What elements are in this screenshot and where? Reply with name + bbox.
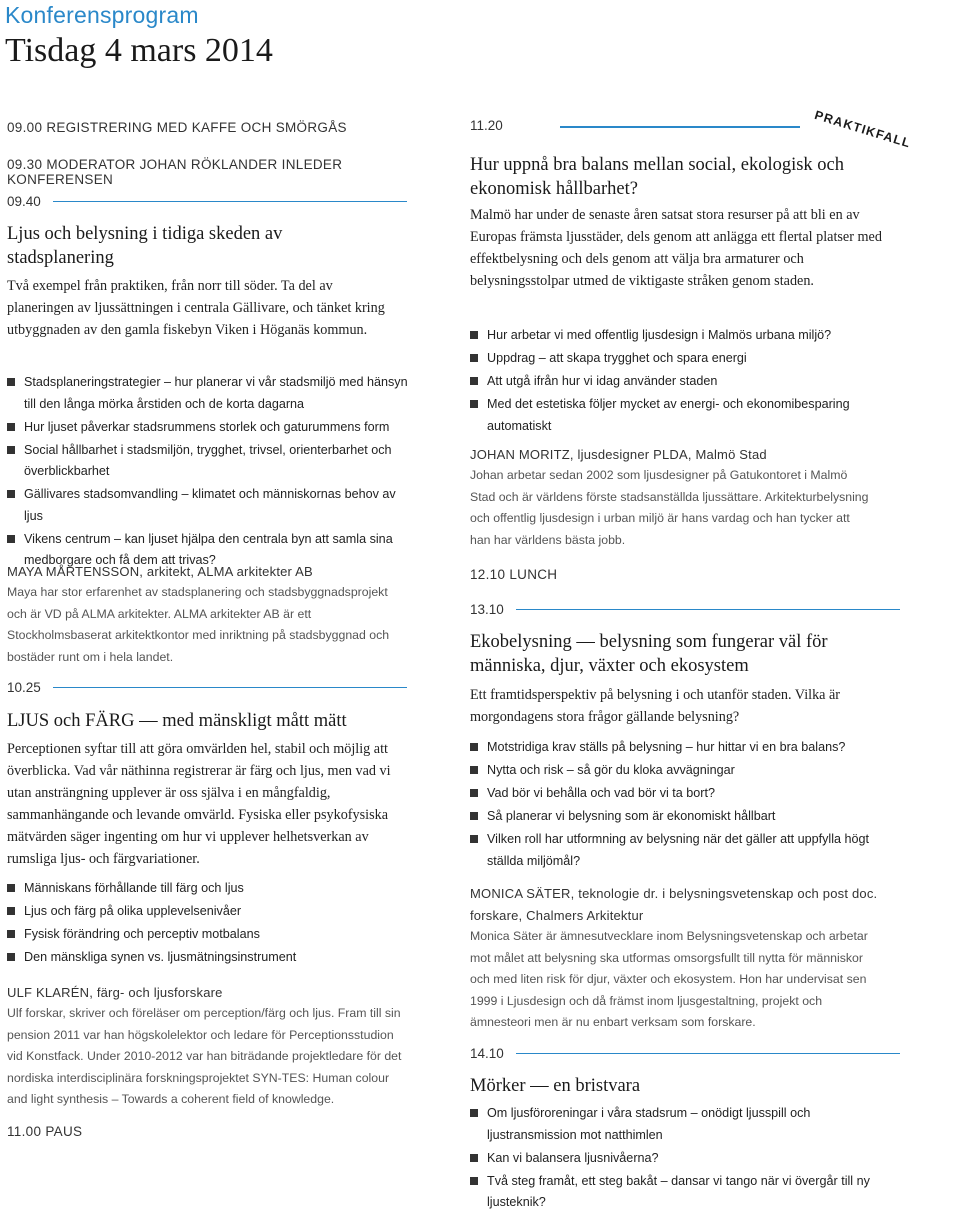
- bullet-item: Motstridiga krav ställs på belysning – hur hittar vi en bra balans?: [470, 737, 880, 759]
- bullet-square-icon: [470, 1177, 478, 1185]
- session-title: Mörker — en bristvara: [470, 1076, 641, 1096]
- bullet-square-icon: [470, 812, 478, 820]
- session-title: LJUS och FÄRG — med mänskligt mått mätt: [7, 711, 347, 731]
- header-kicker: Konferensprogram: [5, 2, 199, 28]
- time-divider: [53, 687, 407, 689]
- bullet-square-icon: [7, 907, 15, 915]
- moderator-item: 09.30 MODERATOR JOHAN RÖKLANDER INLEDER KONFERENSEN: [7, 157, 343, 187]
- bullet-item: Fysisk förändring och perceptiv motbalans: [7, 924, 412, 946]
- session-time: 14.10: [470, 1046, 504, 1061]
- bullet-square-icon: [7, 423, 15, 431]
- session-intro: Två exempel från praktiken, från norr till söder. Ta del av planeringen av ljussättningen i centrala Gällivare, och tänket kring utbyggnaden av den gamla fiskebyn Viken i Höganäs kommun.: [7, 278, 385, 338]
- bullet-list: [470, 1103, 880, 1215]
- bullet-item: Om ljusföroreningar i våra stadsrum – onödigt ljusspill och ljustransmission mot natthimlen: [470, 1103, 880, 1146]
- bullet-item: Med det estetiska följer mycket av energi- och ekonomibesparing automatiskt: [470, 394, 880, 437]
- bullet-item: Så planerar vi belysning som är ekonomiskt hållbart: [470, 806, 880, 828]
- bullet-item: Två steg framåt, ett steg bakåt – dansar vi tango när vi övergår till ny ljusteknik?: [470, 1171, 880, 1214]
- session-time: 11.20: [470, 118, 503, 133]
- speaker-bio: Maya har stor erfarenhet av stadsplanering och stadsbyggnadsprojekt och är VD på ALMA arkitekter. ALMA arkitekter AB är ett Stockholmsbaserat arkitektkontor med inriktning på stadsbyggnad och bostäder runt om i hela landet.: [7, 585, 390, 664]
- bullet-item: Vad bör vi behålla och vad bör vi ta bort?: [470, 783, 880, 805]
- bullet-list: [7, 372, 412, 573]
- bullet-item: Människans förhållande till färg och ljus: [7, 878, 412, 900]
- bullet-item: Hur ljuset påverkar stadsrummens storlek och gaturummens form: [7, 417, 412, 439]
- bullet-square-icon: [470, 400, 478, 408]
- bullet-square-icon: [7, 930, 15, 938]
- session-intro: Perceptionen syftar till att göra omvärlden hel, stabil och möjlig att överblicka. Vad vår näthinna registrerar är färg och ljus, men vad vi utan ansträngning upplever är oss själva i en mångfaldig, sammanhängande och levande omvärld. Fysiska eller psykofysiska mätvärden säger ingenting om hur vi upplever helhetsverkan av rumsliga ljus- och färgvariationer.: [7, 741, 391, 867]
- bullet-square-icon: [470, 835, 478, 843]
- bullet-square-icon: [7, 884, 15, 892]
- registration-item: 09.00 REGISTRERING MED KAFFE OCH SMÖRGÅS: [7, 120, 347, 135]
- session-title-line: stadsplanering: [7, 248, 114, 268]
- bullet-item: Att utgå ifrån hur vi idag använder staden: [470, 371, 880, 393]
- bullet-square-icon: [470, 766, 478, 774]
- bullet-item: Den mänskliga synen vs. ljusmätningsinstrument: [7, 947, 412, 969]
- bullet-item: Uppdrag – att skapa trygghet och spara energi: [470, 348, 880, 370]
- session-intro: Ett framtidsperspektiv på belysning i och utanför staden. Vilka är morgondagens stora frågor gällande belysning?: [470, 687, 841, 725]
- session-time-row: [470, 602, 900, 617]
- bullet-square-icon: [470, 743, 478, 751]
- speaker-name: JOHAN MORITZ, ljusdesigner PLDA, Malmö Stad: [470, 447, 767, 462]
- bullet-item: Social hållbarhet i stadsmiljön, trygghet, trivsel, orienterbarhet och överblickbarhet: [7, 440, 412, 483]
- page-title: Tisdag 4 mars 2014: [5, 32, 273, 69]
- bullet-square-icon: [470, 1154, 478, 1162]
- bullet-list: [7, 878, 412, 970]
- speaker-bio: Monica Säter är ämnesutvecklare inom Belysningsvetenskap och arbetar mot målet att belysning ska utformas omsorgsfullt till nytta för människor och med liten risk för djur, växter och ekosystem. Hon har undervisat sen 1999 i Ljusdesign och då främst inom ljusgestaltning, projekt och ämnesteori men är nu enbart verksam som forskare.: [470, 929, 868, 1029]
- bullet-item: Ljus och färg på olika upplevelsenivåer: [7, 901, 412, 923]
- bullet-square-icon: [7, 378, 15, 386]
- bullet-item: Kan vi balansera ljusnivåerna?: [470, 1148, 880, 1170]
- bullet-item: Hur arbetar vi med offentlig ljusdesign i Malmös urbana miljö?: [470, 325, 880, 347]
- session-title: Ekobelysning — belysning som fungerar väl för människa, djur, växter och ekosystem: [470, 632, 828, 676]
- speaker-name: ULF KLARÉN, färg- och ljusforskare: [7, 985, 223, 1000]
- speaker-name: MAYA MÅRTENSSON, arkitekt, ALMA arkitekter AB: [7, 564, 313, 579]
- session-title: Hur uppnå bra balans mellan social, ekologisk och ekonomisk hållbarhet?: [470, 155, 845, 199]
- time-divider: [516, 609, 900, 611]
- bullet-list: [470, 737, 880, 874]
- pause-item: 11.00 PAUS: [7, 1124, 83, 1139]
- time-divider: [53, 201, 407, 203]
- session-time: 13.10: [470, 602, 504, 617]
- bullet-square-icon: [470, 354, 478, 362]
- session-intro: Malmö har under de senaste åren satsat stora resurser på att bli en av Europas främsta ljusstäder, dels genom att anlägga ett flertal platser med effektbelysning och dels genom att välja bra armaturer och belysningsstolpar utmed de viktigaste stråken genom staden.: [470, 207, 882, 289]
- bullet-list: [470, 325, 880, 439]
- bullet-square-icon: [7, 535, 15, 543]
- bullet-item: Vikens centrum – kan ljuset hjälpa den centrala byn att samla sina medborgare och få dem att trivas?: [7, 529, 412, 572]
- speaker-bio: Johan arbetar sedan 2002 som ljusdesigner på Gatukontoret i Malmö Stad och är världens förste stadsanställda ljussättare. Arkitekturbelysning och offentlig ljusdesign i urban miljö är hans vardag och han tycker att han har världens bästa jobb.: [470, 468, 869, 547]
- bullet-item: Vilken roll har utformning av belysning när det gäller att uppfylla högt ställda miljömål?: [470, 829, 880, 872]
- session-time-row: [470, 1046, 900, 1061]
- bullet-item: Gällivares stadsomvandling – klimatet och människornas behov av ljus: [7, 484, 412, 527]
- bullet-square-icon: [7, 446, 15, 454]
- bullet-square-icon: [7, 953, 15, 961]
- session-title-line: Ljus och belysning i tidiga skeden av: [7, 224, 283, 244]
- session-time: 09.40: [7, 194, 41, 209]
- bullet-item: Nytta och risk – så gör du kloka avvägningar: [470, 760, 880, 782]
- session-time-row: [7, 680, 422, 695]
- praktikfall-label: PRAKTIKFALL: [812, 108, 913, 151]
- speaker-name: MONICA SÄTER, teknologie dr. i belysningsvetenskap och post doc. forskare, Chalmers Arkitektur: [470, 886, 878, 923]
- session-time-row: [7, 194, 422, 209]
- bullet-square-icon: [470, 331, 478, 339]
- bullet-item: Stadsplaneringstrategier – hur planerar vi vår stadsmiljö med hänsyn till den långa mörka årstiden och de korta dagarna: [7, 372, 412, 415]
- bullet-square-icon: [470, 789, 478, 797]
- bullet-square-icon: [7, 490, 15, 498]
- lunch-item: 12.10 LUNCH: [470, 567, 558, 582]
- speaker-bio: Ulf forskar, skriver och föreläser om perception/färg och ljus. Fram till sin pension 2011 var han högskolelektor och ledare för Perceptionsstudion vid Konstfack. Under 2010-2012 var han biträdande projektledare för det nordiska interdisciplinära forskningsprojektet SYN-TES: Human colour and light synthesis – Towards a coherent field of knowledge.: [7, 1006, 402, 1106]
- time-divider: [516, 1053, 900, 1055]
- session-time: 10.25: [7, 680, 41, 695]
- bullet-square-icon: [470, 377, 478, 385]
- bullet-square-icon: [470, 1109, 478, 1117]
- session-title: [7, 222, 422, 270]
